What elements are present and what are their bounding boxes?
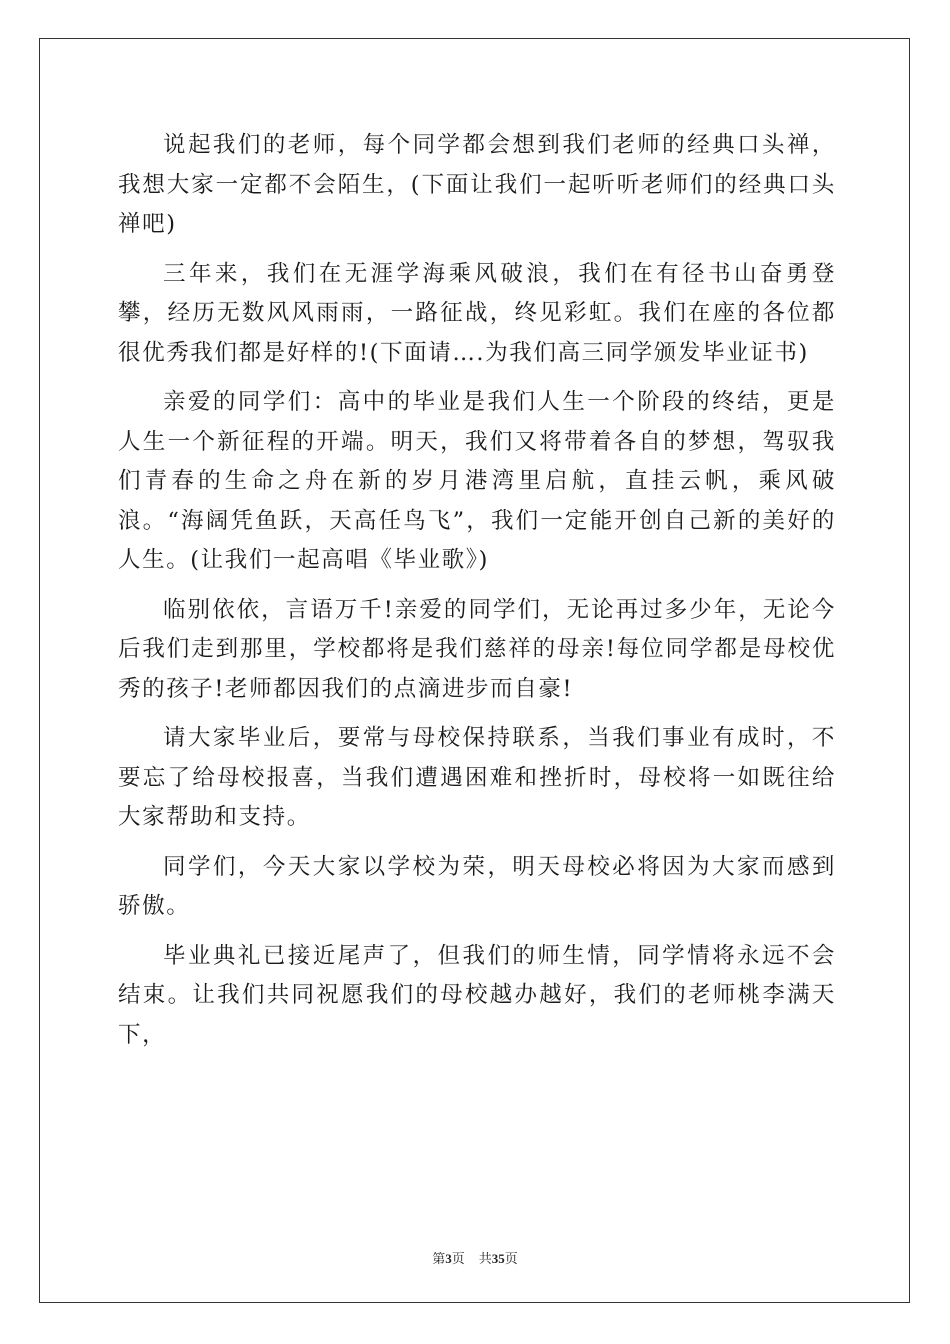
paragraph: 说起我们的老师，每个同学都会想到我们老师的经典口头禅，我想大家一定都不会陌生，(下面让我们一起听听老师们的经典口头禅吧): [118, 132, 836, 237]
paragraph: 请大家毕业后，要常与母校保持联系，当我们事业有成时，不要忘了给母校报喜，当我们遭遇困难和挫折时，母校将一如既往给大家帮助和支持。: [118, 725, 836, 830]
page-number-suffix: 页: [451, 1252, 465, 1267]
paragraph: 毕业典礼已接近尾声了，但我们的师生情，同学情将永远不会结束。让我们共同祝愿我们的母校越办越好，我们的老师桃李满天下，: [118, 942, 836, 1048]
paragraph: 三年来，我们在无涯学海乘风破浪，我们在有径书山奋勇登攀，经历无数风风雨雨，一路征战，终见彩虹。我们在座的各位都很优秀我们都是好样的!(下面请….为我们高三同学颁发毕业证书): [118, 260, 836, 366]
paragraph: 临别依依，言语万千!亲爱的同学们，无论再过多少年，无论今后我们走到那里，学校都将是我们慈祥的母亲!每位同学都是母校优秀的孩子!老师都因我们的点滴进步而自豪!: [118, 596, 836, 702]
page-number-prefix: 第: [432, 1252, 446, 1267]
total-pages-prefix: 共: [478, 1252, 492, 1267]
document-body: [118, 126, 836, 1065]
paragraph: 亲爱的同学们：高中的毕业是我们人生一个阶段的终结，更是人生一个新征程的开端。明天，我们又将带着各自的梦想，驾驭我们青春的生命之舟在新的岁月港湾里启航，直挂云帆，乘风破浪。“海阔凭鱼跃，天高任鸟飞”，我们一定能开创自己新的美好的人生。(让我们一起高唱《毕业歌》): [118, 389, 836, 573]
total-pages-suffix: 页: [504, 1252, 518, 1267]
page-footer: [0, 1248, 950, 1267]
current-page-number: 3: [445, 1251, 452, 1266]
paragraph: 同学们，今天大家以学校为荣，明天母校必将因为大家而感到骄傲。: [118, 853, 836, 919]
total-page-count: 35: [491, 1251, 505, 1266]
